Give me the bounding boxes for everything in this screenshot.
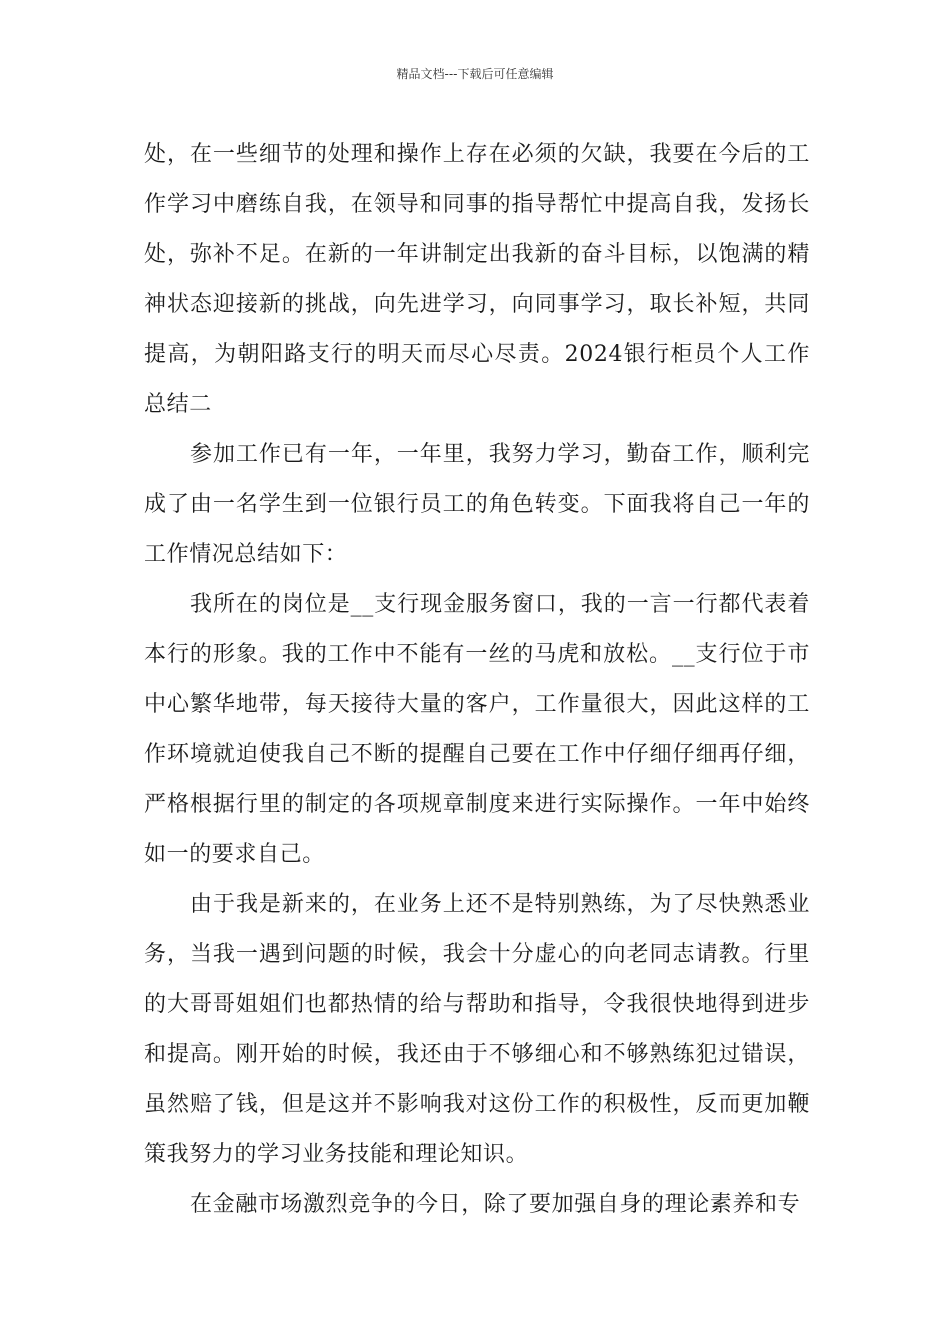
paragraph-2: 参加工作已有一年，一年里，我努力学习，勤奋工作，顺利完成了由一名学生到一位银行员工的角色转变。下面我将自己一年的工作情况总结如下： — [144, 442, 810, 567]
paragraph-5: 在金融市场激烈竞争的今日，除了要加强自身的理论素养和专 — [190, 1192, 801, 1217]
page-header: 精品文档---下载后可任意编辑 — [396, 67, 554, 81]
document-body — [144, 130, 810, 1230]
paragraph-1: 处，在一些细节的处理和操作上存在必须的欠缺，我要在今后的工作学习中磨练自我，在领导和同事的指导帮忙中提高自我，发扬长处，弥补不足。在新的一年讲制定出我新的奋斗目标，以饱满的精神状态迎接新的挑战，向先进学习，向同事学习，取长补短，共同提高，为朝阳路支行的明天而尽心尽责。2024银行柜员个人工作总结二 — [144, 142, 810, 417]
paragraph-3: 我所在的岗位是__支行现金服务窗口，我的一言一行都代表着本行的形象。我的工作中不能有一丝的马虎和放松。__支行位于市中心繁华地带，每天接待大量的客户，工作量很大，因此这样的工作环境就迫使我自己不断的提醒自己要在工作中仔细仔细再仔细，严格根据行里的制定的各项规章制度来进行实际操作。一年中始终如一的要求自己。 — [144, 592, 810, 867]
paragraph-4: 由于我是新来的，在业务上还不是特别熟练，为了尽快熟悉业务，当我一遇到问题的时候，我会十分虚心的向老同志请教。行里的大哥哥姐姐们也都热情的给与帮助和指导，令我很快地得到进步和提高。刚开始的时候，我还由于不够细心和不够熟练犯过错误，虽然赔了钱，但是这并不影响我对这份工作的积极性，反而更加鞭策我努力的学习业务技能和理论知识。 — [144, 892, 810, 1167]
